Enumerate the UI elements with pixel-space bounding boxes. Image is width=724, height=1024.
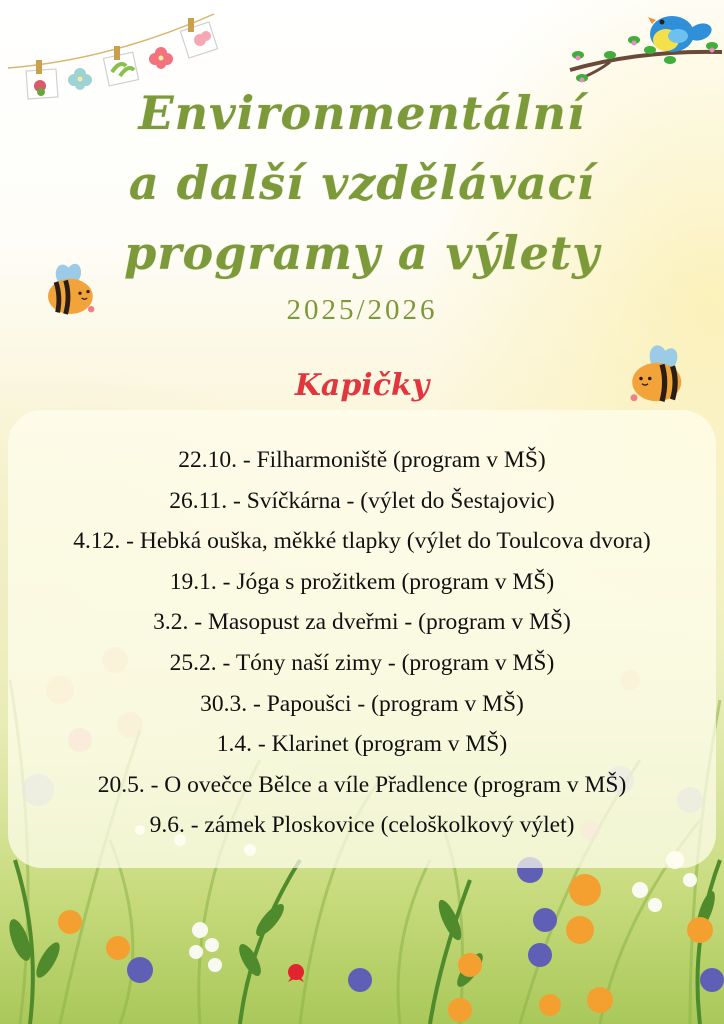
event-item: 25.2. - Tóny naší zimy - (program v MŠ)	[169, 649, 555, 676]
event-item: 22.10. - Filharmoniště (program v MŠ)	[178, 447, 546, 473]
event-item: 26.11. - Svíčkárna - (výlet do Šestajovic)	[169, 487, 555, 514]
event-item: 3.2. - Masopust za dveřmi - (program v MŠ)	[153, 609, 571, 636]
title-line-3: programy a výlety	[124, 226, 600, 280]
title-line-1: Environmentální	[138, 86, 586, 140]
class-group-name: Kapičky	[294, 368, 430, 403]
events-list	[0, 440, 724, 846]
title-line-2: a další vzdělávací	[128, 156, 596, 210]
event-item: 19.1. - Jóga s prožitkem (program v MŠ)	[169, 568, 555, 595]
event-item: 1.4. - Klarinet (program v MŠ)	[216, 731, 508, 758]
event-item: 4.12. - Hebká ouška, měkké tlapky (výlet do Toulcova dvora)	[73, 528, 651, 555]
poster-title	[0, 78, 724, 288]
school-year: 2025/2026	[286, 294, 438, 326]
event-item: 30.3. - Papoušci - (program v MŠ)	[200, 690, 524, 717]
event-item: 9.6. - zámek Ploskovice (celoškolkový výlet)	[149, 812, 575, 839]
event-item: 20.5. - O ovečce Bělce a víle Přadlence (program v MŠ)	[97, 771, 627, 798]
